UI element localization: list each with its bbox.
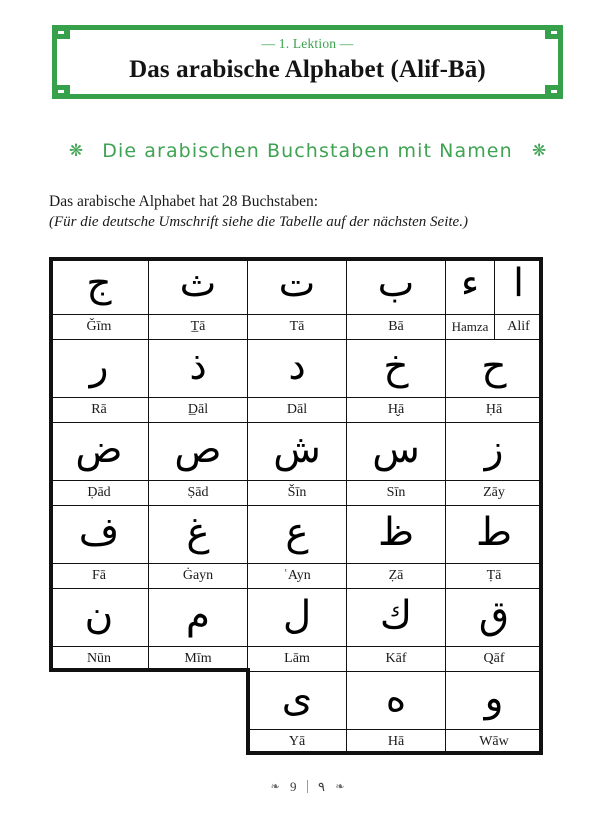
letter-name-label: Ḥā: [446, 397, 542, 422]
arabic-letter-glyph: و: [484, 676, 504, 721]
page-title: Das arabische Alphabet (Alif-Bā): [129, 56, 486, 83]
table-outer-border: [49, 668, 250, 672]
letter-cell: [445, 506, 543, 589]
arabic-letter-glyph: م: [185, 593, 211, 638]
letter-cell: [148, 589, 247, 672]
frame-bottom-rule: [70, 94, 545, 99]
table-outer-border: [49, 257, 53, 672]
table-outer-border: [246, 668, 250, 755]
fleuron-right-icon: ❋: [531, 141, 547, 161]
table-row: [49, 257, 543, 340]
arabic-letter-glyph: خ: [383, 344, 409, 389]
letter-cell: [247, 506, 346, 589]
arabic-letter-glyph: ع: [285, 510, 309, 555]
letter-cell: [247, 589, 346, 672]
table-outer-border: [49, 257, 543, 261]
letter-name-label: Rā: [50, 397, 148, 422]
letter-cell: [247, 672, 346, 755]
letter-name-label: Ṣād: [149, 480, 247, 505]
letter-cell: [346, 423, 445, 506]
page-footer: [0, 779, 615, 795]
arabic-letter-glyph: ن: [84, 593, 114, 638]
letter-name-label: T̲ā: [149, 314, 247, 339]
table-row: [49, 589, 543, 672]
letter-cell: [346, 340, 445, 423]
letter-cell: [247, 257, 346, 340]
table-outer-border: [539, 257, 543, 755]
letter-cell: [49, 589, 148, 672]
letter-cell: [445, 589, 543, 672]
letter-name-label: Sīn: [347, 480, 445, 505]
letter-cell: [148, 506, 247, 589]
table-row: [49, 423, 543, 506]
arabic-letter-glyph: ج: [86, 261, 112, 306]
letter-name-label: Qāf: [446, 646, 542, 671]
letter-name-label: Lām: [248, 646, 346, 671]
arabic-letter-glyph: ر: [89, 344, 109, 389]
letter-cell: [445, 257, 494, 340]
intro-paragraph: [49, 192, 569, 232]
letter-cell: [49, 340, 148, 423]
letter-name-label: Bā: [347, 314, 445, 339]
letter-name-label: Yā: [248, 729, 346, 754]
letter-name-label: Wāw: [446, 729, 542, 754]
letter-name-label: Šīn: [248, 480, 346, 505]
table-row: [49, 672, 543, 755]
letter-cell: [49, 257, 148, 340]
arabic-letter-glyph: غ: [186, 510, 210, 555]
letter-cell: [148, 257, 247, 340]
letter-name-label: Hamza: [446, 314, 494, 339]
letter-cell: [346, 589, 445, 672]
table-row: [49, 506, 543, 589]
lesson-title-frame: [52, 25, 563, 99]
letter-name-label: Kāf: [347, 646, 445, 671]
letter-cell: [346, 672, 445, 755]
arabic-letter-glyph: ى: [281, 676, 313, 721]
arabic-letter-glyph: ض: [75, 427, 123, 472]
letter-name-label: Alif: [495, 314, 542, 339]
letter-name-label: Mīm: [149, 646, 247, 671]
arabic-letter-glyph: ص: [174, 427, 222, 472]
page-number-western: 9: [290, 779, 297, 794]
arabic-letter-glyph: ب: [377, 261, 415, 306]
arabic-letter-glyph: س: [372, 427, 420, 472]
letter-cell: [247, 423, 346, 506]
letter-name-label: Fā: [50, 563, 148, 588]
arabic-letter-glyph: ظ: [377, 510, 415, 555]
arabic-letter-glyph: ء: [460, 261, 480, 306]
letter-name-label: ʿAyn: [248, 563, 346, 588]
table-row: [49, 340, 543, 423]
letter-name-label: Nūn: [50, 646, 148, 671]
letter-cell: [445, 340, 543, 423]
letter-name-label: Hā: [347, 729, 445, 754]
intro-line-2: (Für die deutsche Umschrift siehe die Tabelle auf der nächsten Seite.): [49, 214, 468, 230]
arabic-letter-glyph: ك: [379, 593, 413, 638]
letter-cell: [49, 506, 148, 589]
arabic-letter-glyph: ث: [179, 261, 217, 306]
letter-name-label: Zāy: [446, 480, 542, 505]
letter-name-label: Dāl: [248, 397, 346, 422]
table-outer-border: [246, 751, 543, 755]
letter-name-label: Ǧīm: [50, 314, 148, 339]
fleuron-left-icon: ❋: [68, 141, 84, 161]
arabic-letter-glyph: ح: [481, 344, 507, 389]
section-heading: [0, 140, 615, 162]
letter-cell: [49, 423, 148, 506]
letter-cell: [148, 423, 247, 506]
letter-name-label: Ḍād: [50, 480, 148, 505]
letter-name-label: Ġayn: [149, 563, 247, 588]
arabic-letter-glyph: ف: [78, 510, 120, 555]
footer-ornament-right-icon: ❧: [335, 780, 345, 793]
arabic-letter-glyph: ط: [475, 510, 513, 555]
lesson-label: — 1. Lektion —: [261, 36, 354, 51]
letter-name-label: Tā: [248, 314, 346, 339]
arabic-letter-glyph: ق: [478, 593, 510, 638]
letter-cell: [346, 506, 445, 589]
arabic-letter-glyph: ل: [282, 593, 312, 638]
arabic-letter-glyph: ت: [278, 261, 316, 306]
footer-divider: [307, 780, 308, 793]
letter-name-label: H̬ā: [347, 397, 445, 422]
section-heading-text: Die arabischen Buchstaben mit Namen: [102, 140, 513, 162]
letter-name-label: Ẓā: [347, 563, 445, 588]
arabic-letter-glyph: ا: [513, 261, 524, 306]
arabic-alphabet-table: [49, 257, 543, 755]
arabic-letter-glyph: ش: [273, 427, 321, 472]
arabic-letter-glyph: ز: [484, 427, 504, 472]
letter-cell: [445, 672, 543, 755]
arabic-letter-glyph: ذ: [189, 344, 207, 389]
letter-cell: [494, 257, 543, 340]
page-number-arabic: ٩: [318, 779, 325, 794]
letter-name-label: Ṭā: [446, 563, 542, 588]
arabic-letter-glyph: ه: [385, 676, 407, 721]
letter-name-label: D̲āl: [149, 397, 247, 422]
intro-line-1: Das arabische Alphabet hat 28 Buchstaben:: [49, 193, 319, 210]
arabic-letter-glyph: د: [288, 344, 306, 389]
footer-ornament-left-icon: ❧: [270, 780, 280, 793]
letter-cell: [346, 257, 445, 340]
letter-cell: [148, 340, 247, 423]
letter-cell: [247, 340, 346, 423]
frame-top-rule: [70, 25, 545, 30]
letter-cell: [445, 423, 543, 506]
